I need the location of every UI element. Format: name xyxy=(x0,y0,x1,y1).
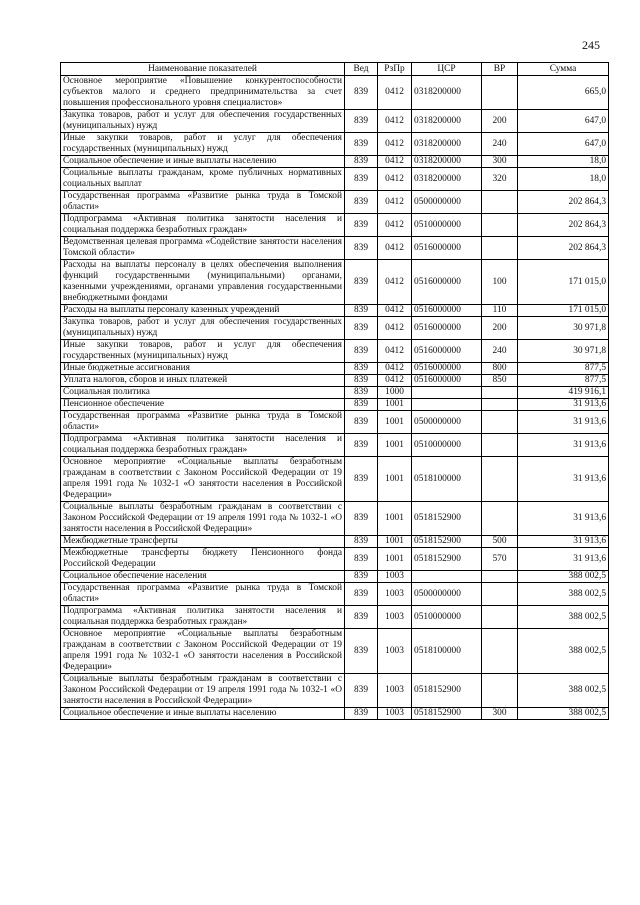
cell-csr: 0516000000 xyxy=(412,340,482,363)
cell-vr: 240 xyxy=(482,340,518,363)
cell-csr: 0510000000 xyxy=(412,214,482,237)
cell-name: Социальное обеспечение и иные выплаты населению xyxy=(61,708,345,720)
cell-name: Основное мероприятие «Социальные выплаты безработным гражданам в соответствии с Законом Российской Федерации от 19 апреля 1991 года № 1032-1 «О занятости населения в Российской Федерации» xyxy=(61,629,345,674)
cell-sum: 171 015,0 xyxy=(518,305,609,317)
cell-rzpr: 0412 xyxy=(378,340,412,363)
cell-sum: 202 864,3 xyxy=(518,191,609,214)
table-header-row xyxy=(61,63,609,76)
cell-vr xyxy=(482,502,518,536)
cell-csr xyxy=(412,399,482,411)
cell-rzpr: 1001 xyxy=(378,536,412,548)
cell-name: Государственная программа «Развитие рынка труда в Томской области» xyxy=(61,191,345,214)
cell-rzpr: 1001 xyxy=(378,411,412,434)
cell-ved: 839 xyxy=(345,606,378,629)
table-row xyxy=(61,191,609,214)
cell-sum: 388 002,5 xyxy=(518,708,609,720)
cell-vr: 300 xyxy=(482,156,518,168)
cell-ved: 839 xyxy=(345,363,378,375)
cell-name: Иные закупки товаров, работ и услуг для обеспечения государственных (муниципальных) нужд xyxy=(61,340,345,363)
cell-sum: 18,0 xyxy=(518,168,609,191)
cell-ved: 839 xyxy=(345,708,378,720)
header-csr: ЦСР xyxy=(412,63,482,76)
cell-vr: 100 xyxy=(482,260,518,305)
cell-ved: 839 xyxy=(345,260,378,305)
cell-rzpr: 1001 xyxy=(378,548,412,571)
cell-csr xyxy=(412,571,482,583)
cell-ved: 839 xyxy=(345,168,378,191)
cell-ved: 839 xyxy=(345,399,378,411)
page-number: 245 xyxy=(582,38,600,52)
cell-sum: 31 913,6 xyxy=(518,502,609,536)
cell-ved: 839 xyxy=(345,375,378,387)
cell-sum: 388 002,5 xyxy=(518,606,609,629)
cell-csr: 0318200000 xyxy=(412,110,482,133)
cell-sum: 647,0 xyxy=(518,110,609,133)
cell-name: Пенсионное обеспечение xyxy=(61,399,345,411)
table-row xyxy=(61,110,609,133)
table-row xyxy=(61,305,609,317)
cell-sum: 30 971,8 xyxy=(518,340,609,363)
cell-rzpr: 0412 xyxy=(378,110,412,133)
table-row xyxy=(61,317,609,340)
cell-rzpr: 0412 xyxy=(378,363,412,375)
cell-rzpr: 1003 xyxy=(378,629,412,674)
cell-name: Социальные выплаты безработным гражданам в соответствии с Законом Российской Федерации от 19 апреля 1991 года № 1032-1 «О занятости населения в Российской Федерации» xyxy=(61,674,345,708)
cell-rzpr: 1000 xyxy=(378,387,412,399)
cell-name: Уплата налогов, сборов и иных платежей xyxy=(61,375,345,387)
table-row xyxy=(61,674,609,708)
table-row xyxy=(61,708,609,720)
cell-ved: 839 xyxy=(345,457,378,502)
cell-name: Подпрограмма «Активная политика занятости населения и социальная поддержка безработных граждан» xyxy=(61,214,345,237)
cell-rzpr: 1001 xyxy=(378,457,412,502)
cell-ved: 839 xyxy=(345,237,378,260)
table-row xyxy=(61,629,609,674)
table-row xyxy=(61,237,609,260)
cell-name: Закупка товаров, работ и услуг для обеспечения государственных (муниципальных) нужд xyxy=(61,317,345,340)
cell-ved: 839 xyxy=(345,156,378,168)
cell-sum: 877,5 xyxy=(518,375,609,387)
cell-csr: 0318200000 xyxy=(412,76,482,110)
cell-name: Социальное обеспечение населения xyxy=(61,571,345,583)
cell-vr xyxy=(482,387,518,399)
cell-vr xyxy=(482,674,518,708)
cell-rzpr: 0412 xyxy=(378,156,412,168)
cell-vr: 200 xyxy=(482,317,518,340)
cell-sum: 31 913,6 xyxy=(518,457,609,502)
header-rzpr: РзПр xyxy=(378,63,412,76)
cell-csr: 0510000000 xyxy=(412,434,482,457)
cell-ved: 839 xyxy=(345,110,378,133)
cell-vr xyxy=(482,411,518,434)
cell-name: Расходы на выплаты персоналу казенных учреждений xyxy=(61,305,345,317)
table-row xyxy=(61,168,609,191)
cell-name: Социальные выплаты безработным гражданам в соответствии с Законом Российской Федерации от 19 апреля 1991 года № 1032-1 «О занятости населения в Российской Федерации» xyxy=(61,502,345,536)
cell-name: Ведомственная целевая программа «Содействие занятости населения Томской области» xyxy=(61,237,345,260)
cell-ved: 839 xyxy=(345,411,378,434)
cell-rzpr: 0412 xyxy=(378,317,412,340)
header-vr: ВР xyxy=(482,63,518,76)
cell-sum: 388 002,5 xyxy=(518,571,609,583)
cell-sum: 647,0 xyxy=(518,133,609,156)
cell-csr: 0518100000 xyxy=(412,457,482,502)
cell-rzpr: 0412 xyxy=(378,305,412,317)
header-sum: Сумма xyxy=(518,63,609,76)
cell-rzpr: 0412 xyxy=(378,237,412,260)
cell-rzpr: 0412 xyxy=(378,133,412,156)
cell-ved: 839 xyxy=(345,583,378,606)
cell-ved: 839 xyxy=(345,76,378,110)
cell-ved: 839 xyxy=(345,434,378,457)
cell-name: Государственная программа «Развитие рынка труда в Томской области» xyxy=(61,411,345,434)
cell-name: Иные бюджетные ассигнования xyxy=(61,363,345,375)
cell-vr xyxy=(482,571,518,583)
cell-vr xyxy=(482,191,518,214)
table-row xyxy=(61,363,609,375)
cell-csr: 0318200000 xyxy=(412,133,482,156)
cell-csr: 0516000000 xyxy=(412,317,482,340)
cell-ved: 839 xyxy=(345,548,378,571)
cell-csr: 0500000000 xyxy=(412,191,482,214)
cell-vr: 320 xyxy=(482,168,518,191)
table-row xyxy=(61,434,609,457)
cell-rzpr: 1003 xyxy=(378,606,412,629)
cell-rzpr: 1001 xyxy=(378,399,412,411)
cell-ved: 839 xyxy=(345,340,378,363)
table-row xyxy=(61,340,609,363)
cell-vr xyxy=(482,629,518,674)
cell-name: Иные закупки товаров, работ и услуг для обеспечения государственных (муниципальных) нужд xyxy=(61,133,345,156)
cell-csr: 0516000000 xyxy=(412,305,482,317)
table-row xyxy=(61,411,609,434)
cell-csr: 0500000000 xyxy=(412,411,482,434)
cell-csr: 0510000000 xyxy=(412,606,482,629)
cell-csr: 0518152900 xyxy=(412,708,482,720)
cell-ved: 839 xyxy=(345,305,378,317)
cell-name: Подпрограмма «Активная политика занятости населения и социальная поддержка безработных граждан» xyxy=(61,606,345,629)
cell-ved: 839 xyxy=(345,191,378,214)
cell-sum: 388 002,5 xyxy=(518,629,609,674)
cell-vr xyxy=(482,214,518,237)
table-row xyxy=(61,387,609,399)
cell-ved: 839 xyxy=(345,317,378,340)
cell-rzpr: 1003 xyxy=(378,583,412,606)
cell-rzpr: 1001 xyxy=(378,434,412,457)
cell-csr: 0318200000 xyxy=(412,168,482,191)
table-row xyxy=(61,583,609,606)
cell-name: Подпрограмма «Активная политика занятости населения и социальная поддержка безработных граждан» xyxy=(61,434,345,457)
cell-csr: 0516000000 xyxy=(412,363,482,375)
cell-name: Социальное обеспечение и иные выплаты населению xyxy=(61,156,345,168)
cell-rzpr: 0412 xyxy=(378,375,412,387)
cell-csr: 0518152900 xyxy=(412,674,482,708)
cell-csr: 0500000000 xyxy=(412,583,482,606)
cell-rzpr: 1003 xyxy=(378,674,412,708)
cell-vr: 200 xyxy=(482,110,518,133)
cell-sum: 31 913,6 xyxy=(518,399,609,411)
cell-sum: 31 913,6 xyxy=(518,548,609,571)
cell-ved: 839 xyxy=(345,387,378,399)
cell-sum: 665,0 xyxy=(518,76,609,110)
cell-vr xyxy=(482,457,518,502)
cell-vr xyxy=(482,399,518,411)
cell-rzpr: 1003 xyxy=(378,571,412,583)
cell-sum: 388 002,5 xyxy=(518,674,609,708)
cell-csr: 0518100000 xyxy=(412,629,482,674)
table-row xyxy=(61,260,609,305)
table-body xyxy=(61,76,609,720)
cell-ved: 839 xyxy=(345,629,378,674)
cell-name: Расходы на выплаты персоналу в целях обеспечения выполнения функций государственными (муниципальными) органами, казенными учреждениями, органами управления государственными внебюджетными фондами xyxy=(61,260,345,305)
cell-rzpr: 0412 xyxy=(378,168,412,191)
cell-vr: 800 xyxy=(482,363,518,375)
table-row xyxy=(61,606,609,629)
cell-vr: 570 xyxy=(482,548,518,571)
cell-vr: 850 xyxy=(482,375,518,387)
cell-csr: 0518152900 xyxy=(412,548,482,571)
cell-sum: 171 015,0 xyxy=(518,260,609,305)
cell-csr: 0516000000 xyxy=(412,375,482,387)
cell-sum: 31 913,6 xyxy=(518,434,609,457)
table-row xyxy=(61,133,609,156)
cell-ved: 839 xyxy=(345,674,378,708)
cell-vr xyxy=(482,434,518,457)
budget-table xyxy=(60,62,609,720)
cell-ved: 839 xyxy=(345,536,378,548)
table-row xyxy=(61,76,609,110)
cell-vr: 110 xyxy=(482,305,518,317)
table-row xyxy=(61,214,609,237)
cell-name: Социальные выплаты гражданам, кроме публичных нормативных социальных выплат xyxy=(61,168,345,191)
cell-vr xyxy=(482,583,518,606)
cell-name: Межбюджетные трансферты xyxy=(61,536,345,548)
cell-name: Государственная программа «Развитие рынка труда в Томской области» xyxy=(61,583,345,606)
table-row xyxy=(61,156,609,168)
cell-rzpr: 0412 xyxy=(378,260,412,305)
cell-ved: 839 xyxy=(345,502,378,536)
cell-rzpr: 0412 xyxy=(378,76,412,110)
cell-sum: 877,5 xyxy=(518,363,609,375)
cell-name: Закупка товаров, работ и услуг для обеспечения государственных (муниципальных) нужд xyxy=(61,110,345,133)
cell-sum: 388 002,5 xyxy=(518,583,609,606)
cell-csr: 0518152900 xyxy=(412,502,482,536)
cell-vr xyxy=(482,76,518,110)
cell-rzpr: 1003 xyxy=(378,708,412,720)
cell-vr xyxy=(482,606,518,629)
cell-csr: 0516000000 xyxy=(412,237,482,260)
cell-csr xyxy=(412,387,482,399)
cell-rzpr: 0412 xyxy=(378,191,412,214)
cell-sum: 419 916,1 xyxy=(518,387,609,399)
cell-sum: 202 864,3 xyxy=(518,214,609,237)
cell-sum: 31 913,6 xyxy=(518,411,609,434)
cell-ved: 839 xyxy=(345,133,378,156)
table-row xyxy=(61,548,609,571)
table-row xyxy=(61,375,609,387)
table-row xyxy=(61,571,609,583)
table-row xyxy=(61,536,609,548)
cell-rzpr: 1001 xyxy=(378,502,412,536)
cell-sum: 202 864,3 xyxy=(518,237,609,260)
cell-sum: 30 971,8 xyxy=(518,317,609,340)
cell-csr: 0516000000 xyxy=(412,260,482,305)
cell-name: Социальная политика xyxy=(61,387,345,399)
header-ved: Вед xyxy=(345,63,378,76)
cell-rzpr: 0412 xyxy=(378,214,412,237)
cell-name: Основное мероприятие «Повышение конкурентоспособности субъектов малого и среднего предпринимательства за счет повышения профессионального уровня специалистов» xyxy=(61,76,345,110)
cell-vr: 240 xyxy=(482,133,518,156)
cell-ved: 839 xyxy=(345,571,378,583)
cell-vr xyxy=(482,237,518,260)
cell-csr: 0318200000 xyxy=(412,156,482,168)
cell-vr: 500 xyxy=(482,536,518,548)
cell-name: Межбюджетные трансферты бюджету Пенсионного фонда Российской Федерации xyxy=(61,548,345,571)
header-name: Наименование показателей xyxy=(61,63,345,76)
table-row xyxy=(61,399,609,411)
cell-name: Основное мероприятие «Социальные выплаты безработным гражданам в соответствии с Законом Российской Федерации от 19 апреля 1991 года № 1032-1 «О занятости населения в Российской Федерации» xyxy=(61,457,345,502)
cell-csr: 0518152900 xyxy=(412,536,482,548)
table-row xyxy=(61,502,609,536)
cell-vr: 300 xyxy=(482,708,518,720)
table-row xyxy=(61,457,609,502)
cell-sum: 18,0 xyxy=(518,156,609,168)
cell-sum: 31 913,6 xyxy=(518,536,609,548)
cell-ved: 839 xyxy=(345,214,378,237)
